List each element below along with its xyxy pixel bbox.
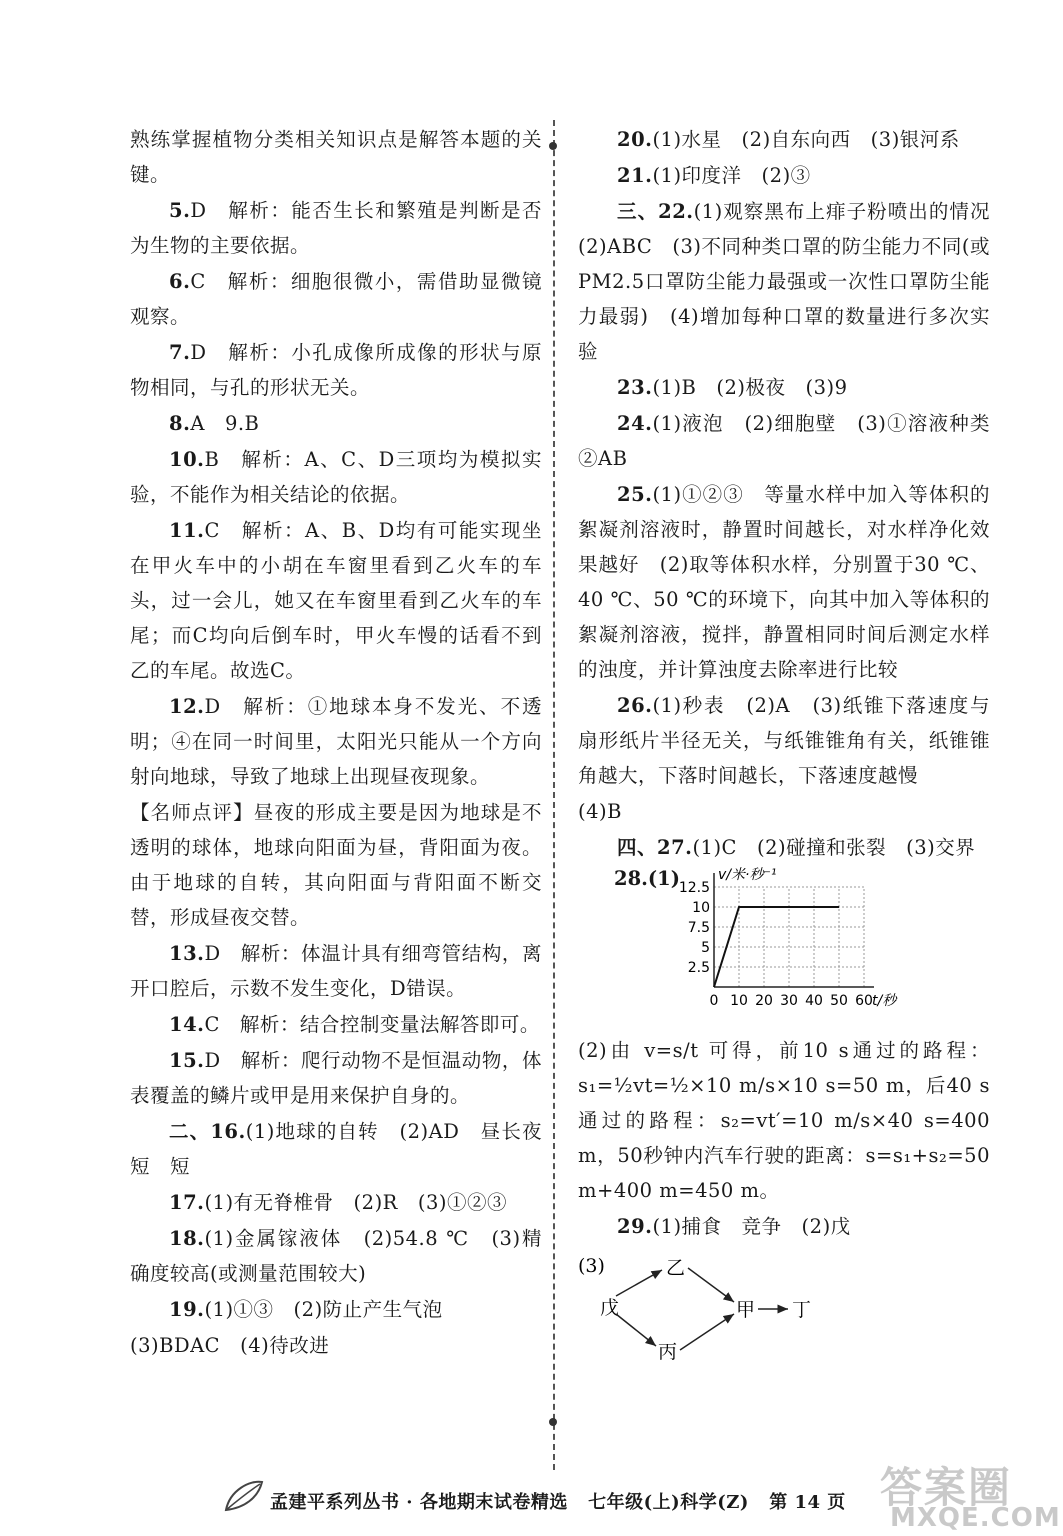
x-tick-label: 0 [709, 993, 719, 1009]
question-number: 21. [617, 164, 653, 187]
question-number: 19. [169, 1298, 205, 1321]
answer-paragraph [578, 122, 990, 157]
food-web-label: (3) [578, 1255, 605, 1277]
y-tick-label: 5 [701, 940, 710, 956]
question-number: 10. [169, 448, 205, 471]
answer-text: D 解析：①地球本身不发光、不透明；④在同一时间里，太阳光只能从一个方向射向地球，导致了地球上出现昼夜现象。 [130, 695, 542, 788]
leaf-logo-icon [220, 1476, 266, 1521]
answer-text: (1)C (2)碰撞和张裂 (3)交界 [692, 836, 976, 859]
answer-text: (1)金属镓液体 (2)54.8 ℃ (3)精确度较高(或测量范围较大) [130, 1227, 542, 1285]
answer-text: (1)地球的自转 (2)AD 昼长夜短 短 [130, 1120, 542, 1178]
divider-dot [549, 1418, 557, 1426]
arrow-wu-bing [616, 1314, 656, 1346]
answer-paragraph [130, 264, 542, 334]
watermark [870, 1455, 1061, 1535]
answer-text: C 解析：A、B、D均有可能实现坐在甲火车中的小胡在车窗里看到乙火车的车头，过一会儿，她又在车窗里看到乙火车的车尾；而C均向后倒车时，甲火车慢的话看不到乙的车尾。故选C。 [130, 519, 542, 682]
footer-series: 孟建平系列丛书 [270, 1492, 400, 1513]
answer-text: (1)液泡 (2)细胞壁 (3)①溶液种类 ②AB [578, 412, 1011, 470]
answer-paragraph [130, 193, 542, 263]
page-number: 第 14 页 [769, 1492, 846, 1513]
left-column [130, 122, 542, 1364]
food-web-diagram [578, 1252, 990, 1362]
node-ding: 丁 [792, 1299, 812, 1321]
question-number: 6. [169, 270, 191, 293]
x-axis-label: t/秒 [872, 993, 897, 1009]
y-tick-label: 12.5 [678, 880, 710, 896]
answer-paragraph [130, 335, 542, 405]
answer-text: D 解析：能否生长和繁殖是判断是否为生物的主要依据。 [130, 199, 542, 257]
question-number: 29. [617, 1215, 653, 1238]
node-jia: 甲 [736, 1299, 756, 1321]
answer-text: (4)B [578, 800, 622, 823]
answer-paragraph [130, 1221, 542, 1291]
watermark-url: MXQE.COM [890, 1503, 1061, 1533]
velocity-series-line [714, 907, 839, 987]
question-number: 18. [169, 1227, 205, 1250]
answer-paragraph [130, 1185, 542, 1220]
y-tick-label: 2.5 [687, 960, 710, 976]
x-tick-label: 50 [830, 993, 848, 1009]
answer-paragraph [578, 158, 990, 193]
column-divider [553, 120, 555, 1470]
x-tick-label: 60 [855, 993, 873, 1009]
arrow-wu-yi [616, 1270, 662, 1296]
answer-paragraph [130, 1043, 542, 1113]
question-number: 四、27. [617, 836, 693, 859]
answer-text: 【名师点评】昼夜的形成主要是因为地球是不透明的球体，地球向阳面为昼，背阳面为夜。由于地球的自转，其向阳面与背阳面不断交替，形成昼夜交替。 [130, 801, 542, 929]
velocity-time-chart [578, 867, 990, 1027]
y-tick-label: 10 [692, 900, 710, 916]
answer-paragraph [130, 122, 542, 192]
question-number: 15. [169, 1049, 205, 1072]
node-bing: 丙 [658, 1341, 678, 1363]
x-tick-label: 10 [730, 993, 748, 1009]
answer-paragraph [130, 513, 542, 688]
question-number: 20. [617, 128, 653, 151]
q28-label: 28.(1) [614, 867, 680, 890]
answer-text: 熟练掌握植物分类相关知识点是解答本题的关键。 [130, 128, 542, 186]
answer-text: D 解析：小孔成像所成像的形状与原物相同，与孔的形状无关。 [130, 341, 542, 399]
footer-grade: 七年级(上)科学(Z) [588, 1492, 749, 1513]
node-wu: 戊 [600, 1297, 620, 1319]
answer-paragraph [130, 795, 542, 935]
question-number: 13. [169, 942, 205, 965]
y-tick-label: 7.5 [687, 920, 710, 936]
arrow-bing-jia [680, 1314, 734, 1350]
y-axis-label: v/米·秒⁻¹ [718, 867, 777, 883]
answer-text: (1)①③ (2)防止产生气泡 [204, 1298, 443, 1321]
answer-text: (1)①②③ 等量水样中加入等体积的絮凝剂溶液时，静置时间越长，对水样净化效果越好 (2)取等体积水样，分别置于30 ℃、40 ℃、50 ℃的环境下，向其中加入等体积的絮凝剂溶液，搅拌，静置相同时间后测定水样的浊度，并计算浊度去除率进行比较 [578, 483, 990, 681]
page-footer [220, 1480, 920, 1520]
answer-paragraph [130, 1114, 542, 1184]
question-number: 24. [617, 412, 653, 435]
answer-paragraph [130, 442, 542, 512]
question-number: 17. [169, 1191, 205, 1214]
answer-text: D 解析：体温计具有细弯管结构，离开口腔后，示数不发生变化，D错误。 [130, 942, 542, 1000]
right-column [578, 122, 1011, 1363]
watermark-text: 答案圈 [880, 1463, 1013, 1512]
answer-paragraph [130, 1007, 542, 1042]
question-number: 5. [169, 199, 191, 222]
question-number: 8. [169, 412, 191, 435]
answer-text: (3)BDAC (4)待改进 [130, 1334, 330, 1357]
answer-paragraph [578, 688, 990, 793]
answer-paragraph [130, 936, 542, 1006]
answer-text: (1)观察黑布上痱子粉喷出的情况 (2)ABC (3)不同种类口罩的防尘能力不同(或PM2.5口罩防尘能力最强或一次性口罩防尘能力最弱) (4)增加每种口罩的数量进行多次实验 [578, 200, 1011, 363]
footer-title: 各地期末试卷精选 [419, 1492, 568, 1513]
food-web-svg [578, 1252, 838, 1362]
answer-text: (1)捕食 竞争 (2)戊 [652, 1215, 851, 1238]
question-number: 7. [169, 341, 191, 364]
question-number: 三、22. [617, 200, 694, 223]
question-number: 23. [617, 376, 653, 399]
question-number: 11. [169, 519, 205, 542]
x-tick-label: 30 [780, 993, 798, 1009]
answer-text: C 解析：细胞很微小，需借助显微镜观察。 [130, 270, 542, 328]
answer-paragraph [578, 830, 990, 865]
node-yi: 乙 [666, 1257, 686, 1279]
vt-chart-svg [678, 867, 897, 1019]
answer-text: B 解析：A、C、D三项均为模拟实验，不能作为相关结论的依据。 [130, 448, 542, 506]
answer-text: D 解析：爬行动物不是恒温动物，体表覆盖的鳞片或甲是用来保护自身的。 [130, 1049, 542, 1107]
answer-text: (1)秒表 (2)A (3)纸锥下落速度与扇形纸片半径无关，与纸锥锥角有关，纸锥锥角越大，下落时间越长，下落速度越慢 [578, 694, 990, 787]
x-tick-label: 20 [755, 993, 773, 1009]
answer-paragraph [130, 689, 542, 794]
answer-text: (1)B (2)极夜 (3)9 [652, 376, 848, 399]
arrow-yi-jia [688, 1268, 734, 1302]
question-number: 12. [169, 695, 205, 718]
answer-paragraph [130, 1328, 542, 1363]
answer-paragraph [130, 1292, 542, 1327]
question-number: 26. [617, 694, 653, 717]
answer-paragraph [578, 794, 990, 829]
question-number: 14. [169, 1013, 205, 1036]
answer-text: (1)有无脊椎骨 (2)R (3)①②③ [204, 1191, 507, 1214]
answer-paragraph [578, 406, 1011, 476]
answer-text: C 解析：结合控制变量法解答即可。 [204, 1013, 540, 1036]
footer-dot: · [406, 1492, 414, 1513]
x-tick-label: 40 [805, 993, 823, 1009]
answer-text: (1)水星 (2)自东向西 (3)银河系 [652, 128, 960, 151]
answer-paragraph [578, 194, 1011, 369]
answer-paragraph [578, 370, 990, 405]
divider-dot [549, 142, 557, 150]
answer-paragraph [130, 406, 542, 441]
answer-text: (2)由 v=s/t 可得，前10 s通过的路程：s₁=½vt=½×10 m/s×10 s=50 m，后40 s通过的路程：s₂=vt′=10 m/s×40 s=400 m，50秒钟内汽车行驶的距离：s=s₁+s₂=50 m+400 m=450 m。 [578, 1039, 990, 1202]
question-number: 25. [617, 483, 653, 506]
answer-text: A 9.B [190, 412, 260, 435]
answer-paragraph [578, 1033, 990, 1208]
answer-text: (1)印度洋 (2)③ [652, 164, 811, 187]
question-number: 二、16. [169, 1120, 246, 1143]
answer-paragraph [578, 477, 990, 687]
answer-paragraph [578, 1209, 990, 1244]
